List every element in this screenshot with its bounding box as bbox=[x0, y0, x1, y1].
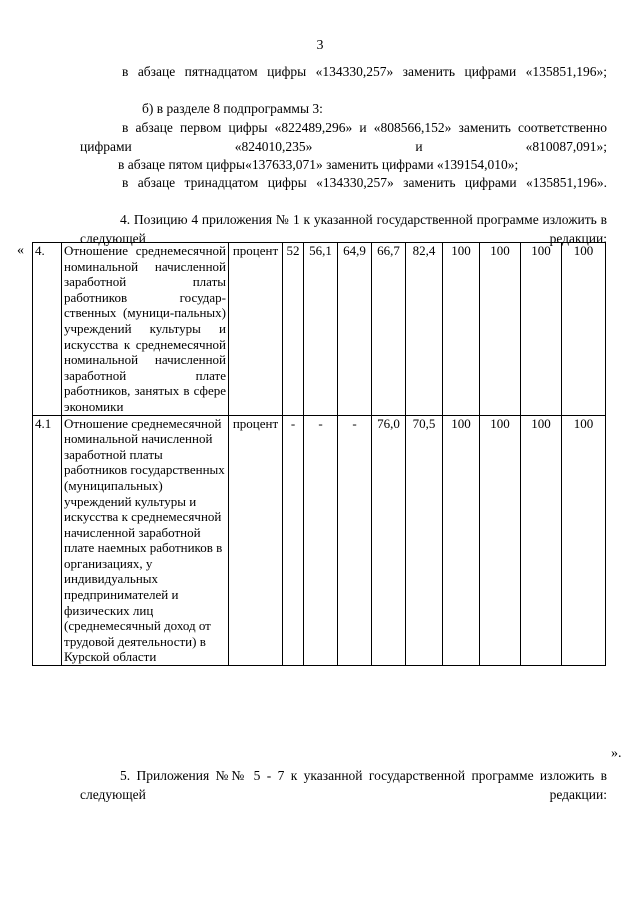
paragraph-3: в абзаце первом цифры «822489,296» и «808566,152» заменить соответственно цифрами «824010,235» и «810087,091»; bbox=[80, 120, 607, 154]
value-cell: - bbox=[338, 415, 372, 666]
value-cell: 100 bbox=[562, 243, 606, 416]
row-number: 4. bbox=[33, 243, 62, 416]
value-cell: 56,1 bbox=[304, 243, 338, 416]
value-cell: 76,0 bbox=[372, 415, 406, 666]
value-cell: - bbox=[283, 415, 304, 666]
opening-quote: « bbox=[17, 243, 24, 258]
table-row bbox=[33, 415, 606, 666]
indicator-name: Отношение среднемесячной номинальной начисленной заработной платы работников государственных (муниципальных) учреждений культуры и искусства к среднемесячной начисленной заработной плате наемных работников в организациях, у индивидуальных предпринимателей и физических лиц (среднемесячный доход от трудовой деятельности) в Курской области bbox=[62, 415, 229, 666]
value-cell: 82,4 bbox=[406, 243, 443, 416]
paragraph-1: в абзаце пятнадцатом цифры «134330,257» заменить цифрами «135851,196»; bbox=[122, 64, 607, 79]
value-cell: 100 bbox=[562, 415, 606, 666]
value-cell: 100 bbox=[443, 243, 480, 416]
closing-quote: ». bbox=[611, 746, 622, 761]
paragraph-7: 5. Приложения №№ 5 - 7 к указанной государственной программе изложить в следующей редакции: bbox=[80, 768, 607, 802]
value-cell: 70,5 bbox=[406, 415, 443, 666]
table-row bbox=[33, 243, 606, 416]
indicator-name: Отношение среднемесячной номинальной начисленной заработной платы работников государ-ственных (муници-пальных) учреждений культуры и искусства к среднемесячной номинальной начисленной заработной плате работников, занятых в сфере экономики bbox=[62, 243, 229, 416]
paragraph-2: б) в разделе 8 подпрограммы 3: bbox=[142, 101, 323, 116]
paragraph-4: в абзаце пятом цифры«137633,071» заменить цифрами «139154,010»; bbox=[118, 157, 519, 172]
value-cell: 100 bbox=[480, 415, 521, 666]
paragraph-6: 4. Позицию 4 приложения № 1 к указанной государственной программе изложить в следующей редакции: bbox=[80, 212, 607, 246]
paragraph-5: в абзаце тринадцатом цифры «134330,257» заменить цифрами «135851,196». bbox=[122, 175, 607, 190]
value-cell: 52 bbox=[283, 243, 304, 416]
value-cell: 66,7 bbox=[372, 243, 406, 416]
page-number: 3 bbox=[316, 38, 324, 53]
row-number: 4.1 bbox=[33, 415, 62, 666]
unit-cell: процент bbox=[229, 243, 283, 416]
value-cell: 100 bbox=[443, 415, 480, 666]
value-cell: 64,9 bbox=[338, 243, 372, 416]
unit-cell: процент bbox=[229, 415, 283, 666]
value-cell: 100 bbox=[521, 243, 562, 416]
indicator-table bbox=[32, 242, 606, 666]
value-cell: 100 bbox=[480, 243, 521, 416]
value-cell: - bbox=[304, 415, 338, 666]
value-cell: 100 bbox=[521, 415, 562, 666]
